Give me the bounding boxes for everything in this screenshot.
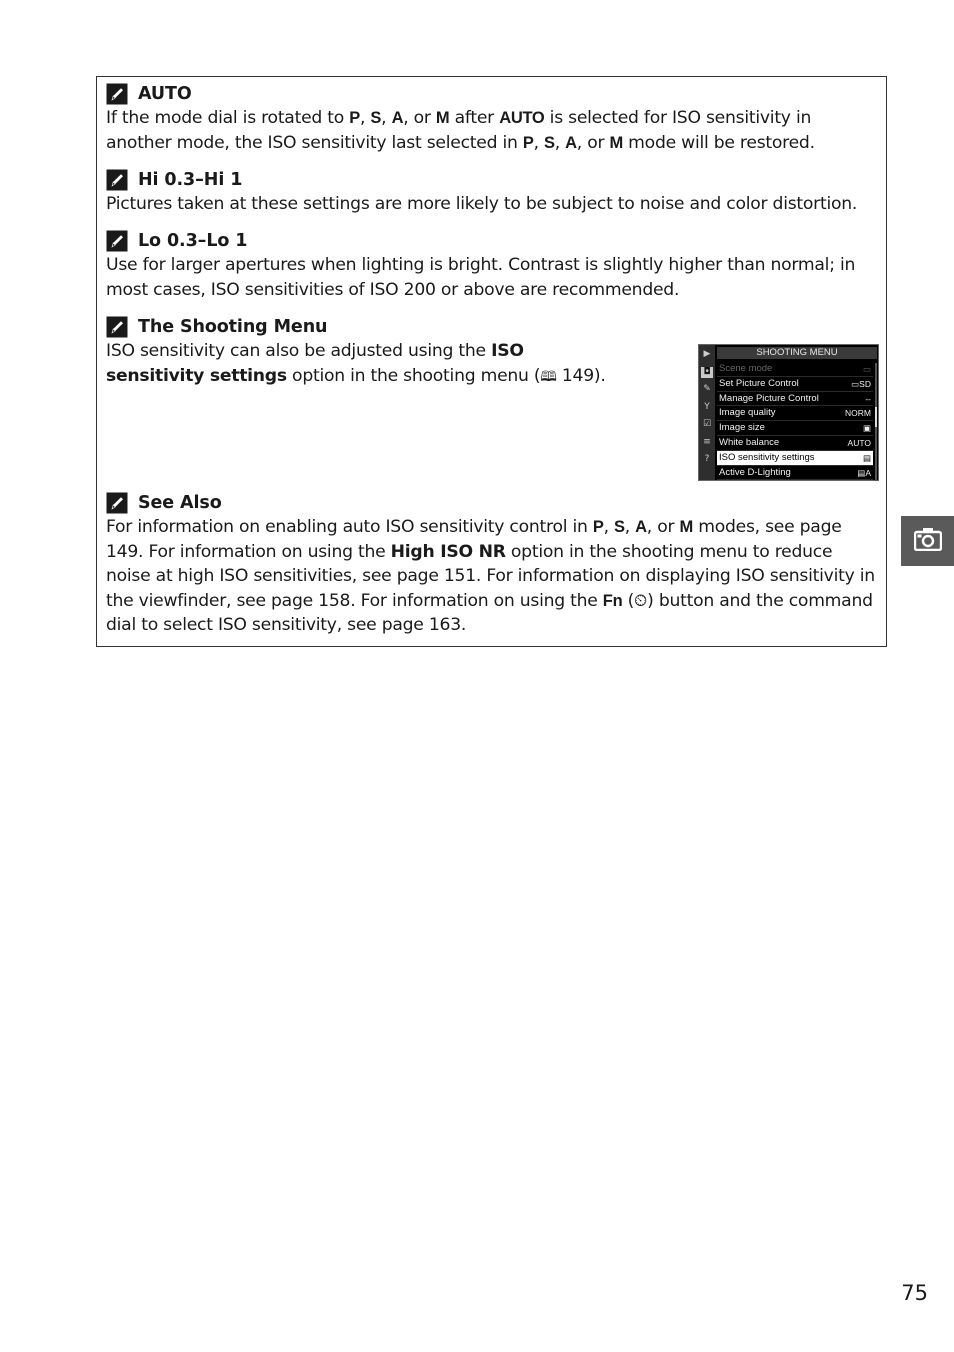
pencil-icon: [106, 83, 128, 105]
note-title-text: See Also: [138, 493, 222, 513]
menu-row: [717, 436, 873, 451]
body-text: mode will be restored.: [622, 132, 815, 153]
note-see-also: [106, 491, 878, 638]
menu-row: [717, 362, 873, 377]
pencil-icon: [106, 169, 128, 191]
body-text: ,: [624, 517, 636, 537]
note-shooting-menu: [106, 315, 626, 389]
menu-header: SHOOTING MENU: [717, 347, 877, 359]
menu-row-value: ▣: [862, 423, 871, 434]
menu-row-label: Image quality: [719, 407, 776, 419]
menu-row: [717, 377, 873, 392]
body-text: , or: [403, 108, 436, 128]
notes-box: [96, 76, 887, 647]
menu-row: [717, 392, 873, 407]
note-lo: [106, 229, 878, 302]
menu-row-value: ▭: [862, 364, 871, 374]
menu-rows: [717, 362, 873, 480]
mode-label: M: [609, 133, 623, 152]
menu-tab-icon: ≡: [703, 436, 711, 447]
menu-row-value: ▭SD: [851, 378, 871, 389]
pencil-icon: [106, 316, 128, 338]
menu-row: [717, 466, 873, 481]
body-text: after: [449, 108, 500, 128]
body-text: , or: [646, 517, 680, 537]
note-title-text: The Shooting Menu: [138, 317, 328, 337]
pencil-icon: [106, 230, 128, 252]
mode-label: A: [565, 133, 577, 152]
body-text: For information on enabling auto ISO sensitivity control in: [106, 517, 593, 537]
body-text: Pictures taken at these settings are more likely to be subject to noise and color distortion.: [106, 194, 858, 214]
menu-row-label: ISO sensitivity settings: [719, 451, 815, 463]
note-auto: [106, 82, 878, 155]
mode-label: P: [349, 109, 360, 127]
section-tab: [901, 516, 954, 566]
mode-label: A: [391, 109, 404, 127]
body-text: ISO sensitivity can also be adjusted using the: [106, 341, 492, 361]
shooting-menu-screenshot: [698, 344, 879, 481]
note-title-text: Lo 0.3–Lo 1: [138, 231, 248, 251]
note-title-text: Hi 0.3–Hi 1: [138, 170, 243, 190]
mode-label: M: [435, 109, 450, 127]
note-body: [106, 192, 878, 217]
mode-label: S: [614, 518, 625, 536]
note-title: [106, 491, 878, 515]
pencil-icon: [106, 492, 128, 514]
menu-tab-icon: ☑: [702, 419, 712, 429]
mode-label: Fn: [602, 591, 623, 610]
mode-label: S: [544, 133, 555, 152]
note-title: [106, 82, 878, 106]
body-text: ,: [554, 132, 566, 153]
menu-row-value: NORM: [845, 408, 871, 419]
note-title: [106, 229, 878, 253]
menu-option-ref: ISO sensitivity settings: [106, 341, 524, 386]
menu-row-label: White balance: [719, 436, 780, 448]
menu-row: [717, 451, 873, 466]
body-text: option in the shooting menu (: [286, 365, 541, 386]
body-text: ,: [381, 108, 392, 128]
mode-label: M: [679, 518, 693, 536]
menu-row-label: Set Picture Control: [719, 377, 799, 389]
menu-scrollbar-thumb: [875, 407, 877, 427]
body-text: 149).: [556, 365, 606, 386]
body-text: ,: [603, 517, 615, 537]
book-icon: 🕮: [540, 368, 557, 385]
menu-row-label: Scene mode: [719, 363, 773, 374]
body-text: , or: [576, 132, 610, 153]
menu-row-value: --: [865, 393, 871, 404]
page-number: 75: [901, 1281, 928, 1305]
body-text: ,: [359, 108, 371, 128]
menu-row-label: Active D-Lighting: [719, 466, 791, 478]
menu-tab-icon: ?: [704, 454, 710, 464]
menu-option-ref: High ISO NR: [390, 541, 506, 562]
camera-icon: [914, 527, 942, 555]
body-text: is selected for ISO sensitivity in another mode, the ISO sensitivity last selected in: [106, 108, 812, 153]
menu-row-value: ▤A: [857, 467, 871, 478]
note-body: [106, 515, 878, 638]
body-text: Use for larger apertures when lighting is bright. Contrast is slightly higher than normal; in most cases, ISO sensitivities of ISO 200 or above are recommended.: [106, 255, 856, 300]
mode-label: AUTO: [499, 109, 545, 127]
note-title-text: AUTO: [138, 84, 192, 104]
mode-label: P: [592, 518, 604, 536]
body-text: If the mode dial is rotated to: [106, 108, 350, 128]
body-text: (⏲) button and the command dial to select ISO sensitivity, see page 163.: [106, 590, 873, 636]
menu-row: [717, 406, 873, 421]
menu-tab-icon: ▶: [703, 349, 711, 359]
body-text: option in the shooting menu to reduce noise at high ISO sensitivities, see page 151. For information on displaying ISO sensitivity in the viewfinder, see page 158. For information on using the: [106, 541, 875, 611]
note-title: [106, 168, 878, 192]
note-body: [106, 253, 878, 302]
body-text: modes, see page 149. For information on using the: [106, 517, 842, 562]
menu-tab-icon: ✎: [703, 384, 711, 394]
menu-row-value: AUTO: [847, 437, 871, 448]
note-body: [106, 106, 878, 155]
note-hi: [106, 168, 878, 217]
mode-label: S: [370, 109, 382, 127]
menu-row-label: Manage Picture Control: [719, 392, 819, 404]
menu-tabs: [699, 345, 715, 480]
body-text: ,: [533, 132, 544, 153]
note-body: [106, 339, 626, 389]
menu-row-value: ▤: [862, 452, 871, 463]
menu-tab-icon: Y: [704, 401, 710, 412]
menu-row: [717, 421, 873, 436]
note-title: [106, 315, 626, 339]
mode-label: P: [522, 133, 534, 152]
mode-label: A: [635, 518, 647, 536]
menu-row-label: Image size: [719, 422, 765, 434]
menu-tab-icon: ◘: [701, 367, 713, 378]
